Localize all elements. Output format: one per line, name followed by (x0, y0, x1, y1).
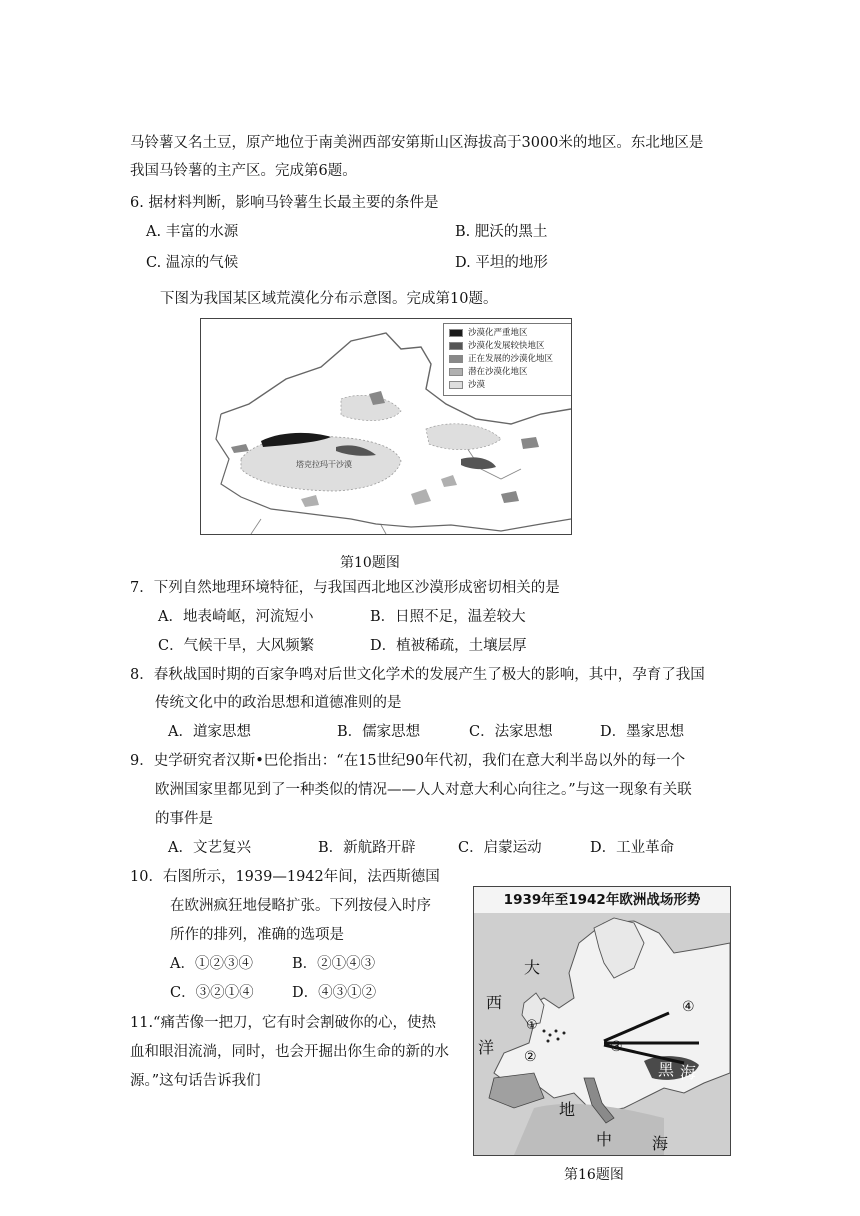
q9-line2: 欧洲国家里都见到了一种类似的情况——人人对意大利心向往之。”与这一现象有关联 (155, 782, 692, 798)
label-hai-black: 海 (680, 1063, 697, 1082)
label-hei: 黑 (658, 1060, 675, 1079)
q10-option-a: A．①②③④ (170, 956, 253, 972)
q9-line3: 的事件是 (155, 811, 213, 827)
q10-option-d: D．④③①② (292, 985, 377, 1001)
q8-option-c: C．法家思想 (469, 724, 553, 740)
q8-option-b: B．儒家思想 (337, 724, 421, 740)
q8-line2: 传统文化中的政治思想和道德准则的是 (155, 695, 402, 711)
q9-line1: 9．史学研究者汉斯•巴伦指出：“在15世纪90年代初，我们在意大利半岛以外的每一个 (130, 753, 686, 769)
label-yang: 洋 (478, 1038, 495, 1057)
q9-option-a: A．文艺复兴 (168, 840, 251, 856)
map-legend (443, 323, 572, 396)
europe-map-drawing (474, 913, 730, 1155)
legend-item-developing: 正在发展的沙漠化地区 (449, 353, 567, 366)
legend-item-severe: 沙漠化严重地区 (449, 327, 567, 340)
marker-4: ④ (682, 999, 695, 1015)
q7-option-c: C．气候干旱，大风频繁 (158, 638, 315, 654)
q10-line1: 10．右图所示，1939—1942年间，法西斯德国 (130, 869, 440, 885)
label-da: 大 (524, 958, 541, 977)
q6-option-c: C. 温凉的气候 (146, 255, 239, 271)
europe-war-map (473, 886, 731, 1156)
europe-map-title: 1939年至1942年欧洲战场形势 (474, 887, 730, 914)
q6-stem: 6. 据材料判断，影响马铃薯生长最主要的条件是 (130, 195, 439, 211)
q7-option-a: A．地表崎岖，河流短小 (158, 609, 314, 625)
marker-1: ① (526, 1018, 538, 1033)
intro-map: 下图为我国某区域荒漠化分布示意图。完成第10题。 (160, 291, 498, 307)
q8-line1: 8．春秋战国时期的百家争鸣对后世文化学术的发展产生了极大的影响，其中，孕育了我国 (130, 667, 705, 683)
marker-2: ② (524, 1049, 537, 1065)
label-hai-med: 海 (652, 1134, 669, 1153)
intro-q6-line1: 马铃薯又名土豆，原产地位于南美洲西部安第斯山区海拔高于3000米的地区。东北地区是 (130, 135, 704, 151)
q11-line3: 源。”这句话告诉我们 (130, 1073, 261, 1089)
label-zhong: 中 (596, 1130, 613, 1149)
taklimakan-label: 塔克拉玛干沙漠 (296, 460, 352, 469)
q6-option-a: A. 丰富的水源 (146, 224, 239, 240)
intro-q6-line2: 我国马铃薯的主产区。完成第6题。 (130, 163, 357, 179)
q7-stem: 7．下列自然地理环境特征，与我国西北地区沙漠形成密切相关的是 (130, 580, 560, 596)
q8-option-d: D．墨家思想 (600, 724, 685, 740)
q8-option-a: A．道家思想 (168, 724, 251, 740)
q10-line3: 所作的排列，准确的选项是 (170, 927, 344, 943)
desertification-map (200, 318, 572, 535)
legend-item-fast: 沙漠化发展较快地区 (449, 340, 567, 353)
q10-line2: 在欧洲疯狂地侵略扩张。下列按侵入时序 (170, 898, 431, 914)
q9-option-d: D．工业革命 (590, 840, 675, 856)
q7-option-b: B．日照不足，温差较大 (370, 609, 526, 625)
desert-map-caption: 第10题图 (340, 555, 400, 571)
q6-option-b: B. 肥沃的黑土 (455, 224, 548, 240)
label-xi: 西 (486, 993, 503, 1012)
q9-option-b: B．新航路开辟 (318, 840, 416, 856)
q11-line2: 血和眼泪流淌，同时，也会开掘出你生命的新的水 (130, 1044, 449, 1060)
q6-option-d: D. 平坦的地形 (455, 255, 548, 271)
q11-line1: 11.“痛苦像一把刀，它有时会割破你的心，使热 (130, 1015, 436, 1031)
q7-option-d: D．植被稀疏，土壤层厚 (370, 638, 527, 654)
legend-item-desert: 沙漠 (449, 379, 567, 392)
europe-map-caption: 第16题图 (564, 1167, 624, 1183)
q10-option-c: C．③②①④ (170, 985, 254, 1001)
legend-item-potential: 潜在沙漠化地区 (449, 366, 567, 379)
marker-3: ③ (610, 1039, 623, 1055)
q9-option-c: C．启蒙运动 (458, 840, 542, 856)
q10-option-b: B．②①④③ (292, 956, 376, 972)
label-di: 地 (559, 1100, 576, 1119)
